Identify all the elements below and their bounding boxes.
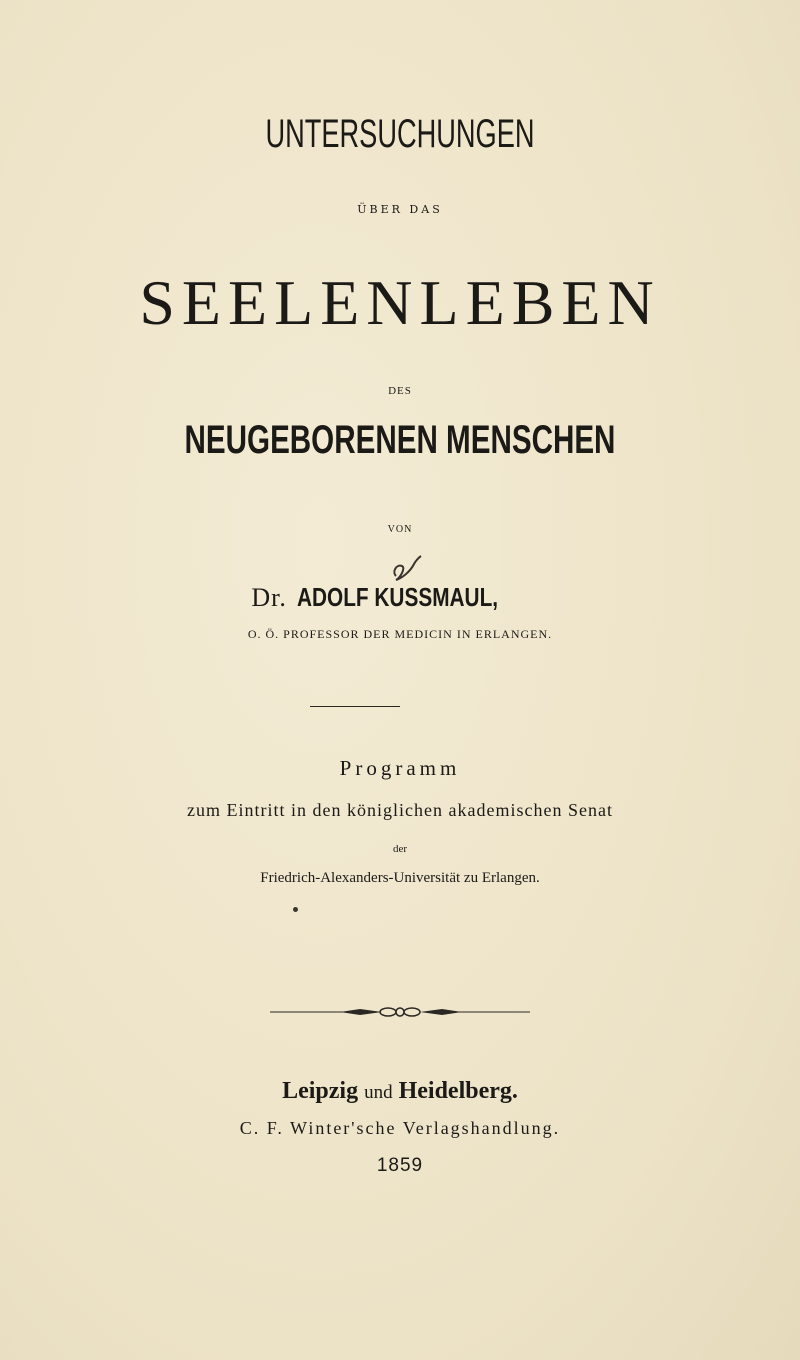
program-line-3: Friedrich-Alexanders-Universität zu Erlangen. <box>260 870 540 886</box>
program-heading: Programm <box>339 756 461 780</box>
program-line-2: der <box>392 843 408 855</box>
title-line-des: DES <box>388 385 412 397</box>
title-line-neugeborenen: NEUGEBORENEN MENSCHEN <box>184 418 616 462</box>
ornamental-rule-icon <box>270 1006 530 1018</box>
divider-rule <box>310 706 400 707</box>
title-line-ueber-das: ÜBER DAS <box>357 203 443 216</box>
publication-year: 1859 <box>376 1155 424 1176</box>
author-title: O. Ö. PROFESSOR DER MEDICIN IN ERLANGEN. <box>247 627 553 641</box>
city-heidelberg: Heidelberg. <box>398 1078 518 1104</box>
program-line-1: zum Eintritt in den königlichen akademischen Senat <box>187 800 613 820</box>
city-leipzig: Leipzig <box>282 1078 359 1104</box>
publisher: C. F. Winter'sche Verlagshandlung. <box>239 1118 561 1138</box>
author-line <box>0 582 800 613</box>
title-line-seelenleben: SEELENLEBEN <box>139 267 661 338</box>
title-line-untersuchungen: UNTERSUCHUNGEN <box>265 112 535 156</box>
author-name: ADOLF KUSSMAUL, <box>297 582 499 612</box>
imprint-cities <box>0 1078 800 1105</box>
author-prefix: Dr. <box>251 583 287 612</box>
title-line-von: VON <box>387 524 413 535</box>
ink-dot <box>293 907 298 912</box>
city-conjunction: und <box>364 1082 393 1103</box>
